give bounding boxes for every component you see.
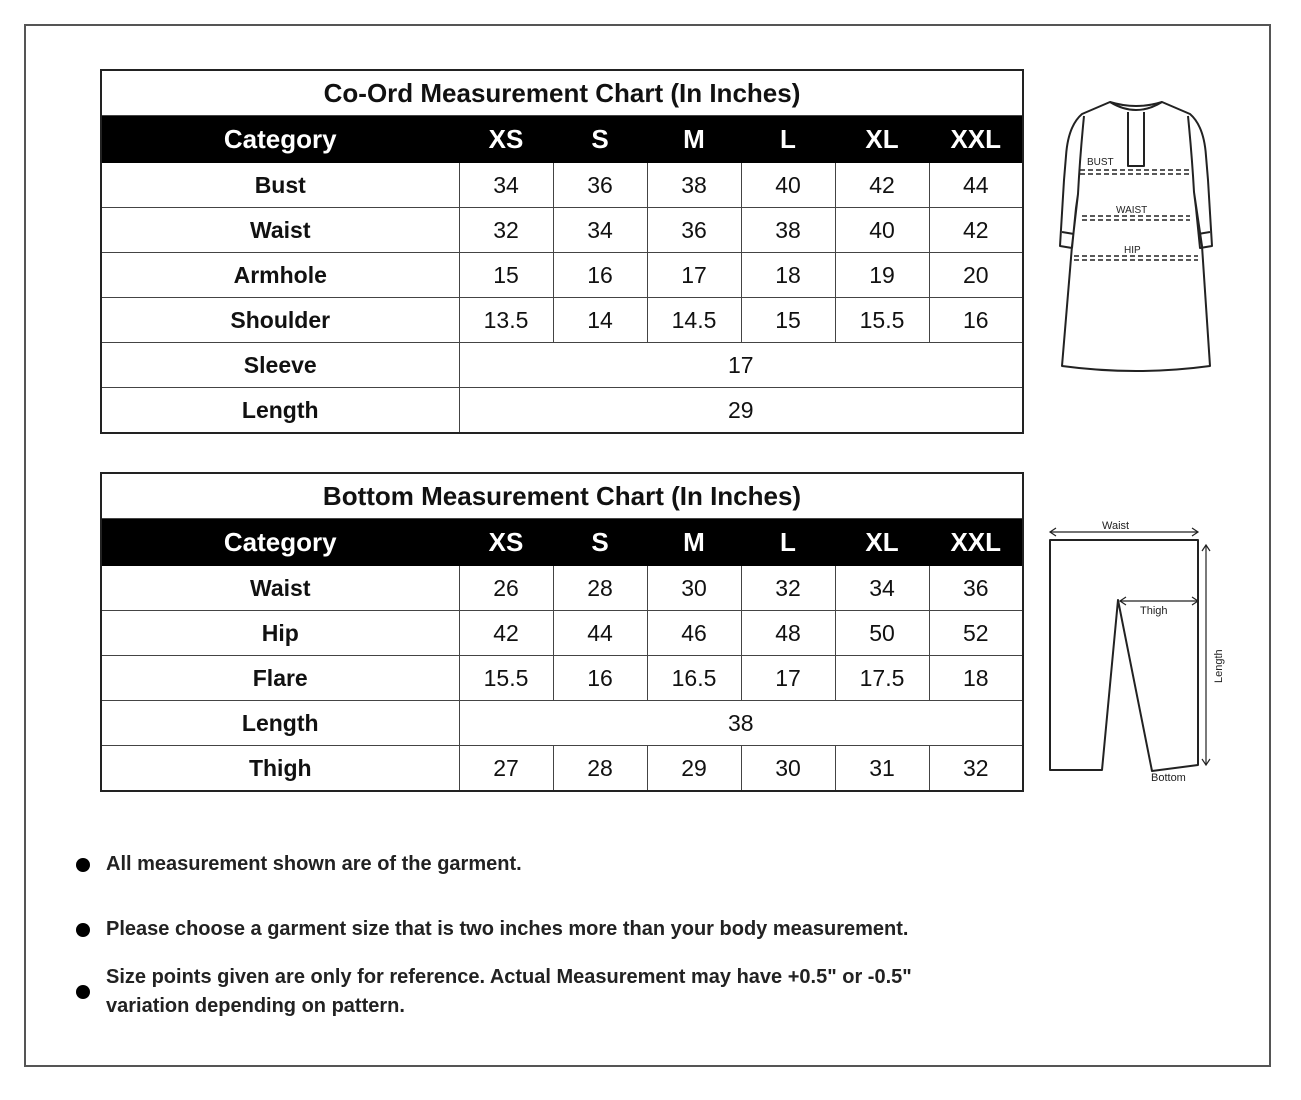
cell-value: 46 [647,611,741,656]
cell-value: 36 [929,566,1023,611]
bottom-table-title: Bottom Measurement Chart (In Inches) [101,473,1023,519]
cell-value: 28 [553,566,647,611]
table-row [101,701,1023,746]
row-label: Length [101,388,459,434]
header-size-l: L [741,116,835,163]
note-item [76,915,908,944]
cell-value: 48 [741,611,835,656]
kurta-diagram [1050,96,1222,378]
table-row [101,746,1023,792]
cell-value: 26 [459,566,553,611]
row-label: Flare [101,656,459,701]
row-label: Waist [101,208,459,253]
cell-value: 28 [553,746,647,792]
cell-value: 36 [647,208,741,253]
table-row [101,388,1023,434]
row-label: Thigh [101,746,459,792]
cell-value: 32 [459,208,553,253]
coord-measurement-table [100,69,1024,434]
header-size-s: S [553,519,647,566]
table-row [101,163,1023,208]
cell-value: 17 [741,656,835,701]
table-row [101,656,1023,701]
bullet-icon [76,985,90,999]
cell-value-merged: 29 [459,388,1023,434]
cell-value: 34 [835,566,929,611]
kurta-hip-label: HIP [1124,245,1141,256]
cell-value: 32 [741,566,835,611]
cell-value-merged: 17 [459,343,1023,388]
cell-value: 19 [835,253,929,298]
cell-value: 38 [647,163,741,208]
cell-value: 30 [741,746,835,792]
cell-value: 16 [553,656,647,701]
cell-value: 34 [459,163,553,208]
pants-waist-label: Waist [1102,520,1130,532]
row-label: Length [101,701,459,746]
row-label: Sleeve [101,343,459,388]
header-size-s: S [553,116,647,163]
cell-value: 17 [647,253,741,298]
row-label: Armhole [101,253,459,298]
kurta-waist-label: WAIST [1116,205,1148,216]
cell-value: 44 [929,163,1023,208]
cell-value: 36 [553,163,647,208]
bullet-icon [76,923,90,937]
header-size-l: L [741,519,835,566]
bullet-icon [76,858,90,872]
row-label: Shoulder [101,298,459,343]
table-row [101,253,1023,298]
cell-value: 16 [929,298,1023,343]
cell-value: 18 [741,253,835,298]
cell-value: 44 [553,611,647,656]
cell-value-merged: 38 [459,701,1023,746]
header-size-xl: XL [835,519,929,566]
cell-value: 31 [835,746,929,792]
cell-value: 15.5 [459,656,553,701]
header-category: Category [101,116,459,163]
note-item [76,850,522,879]
note-text: Please choose a garment size that is two inches more than your body measurement. [106,918,909,940]
cell-value: 32 [929,746,1023,792]
cell-value: 14.5 [647,298,741,343]
table-row [101,343,1023,388]
cell-value: 18 [929,656,1023,701]
cell-value: 20 [929,253,1023,298]
cell-value: 29 [647,746,741,792]
header-size-xxl: XXL [929,519,1023,566]
pants-bottom-label: Bottom [1151,772,1186,784]
pants-length-label: Length [1213,649,1225,683]
cell-value: 15 [741,298,835,343]
table-row [101,611,1023,656]
cell-value: 13.5 [459,298,553,343]
coord-table-title: Co-Ord Measurement Chart (In Inches) [101,70,1023,116]
header-size-xs: XS [459,519,553,566]
table-row [101,566,1023,611]
cell-value: 38 [741,208,835,253]
header-size-xl: XL [835,116,929,163]
cell-value: 17.5 [835,656,929,701]
note-text-line: Size points given are only for reference. Actual Measurement may have +0.5" or -0.5" [106,966,912,988]
cell-value: 42 [835,163,929,208]
note-text-line: variation depending on pattern. [106,995,405,1017]
header-size-xs: XS [459,116,553,163]
header-category: Category [101,519,459,566]
cell-value: 15.5 [835,298,929,343]
bottom-measurement-table [100,472,1024,792]
cell-value: 14 [553,298,647,343]
header-size-m: M [647,116,741,163]
note-item [76,963,912,1021]
kurta-bust-label: BUST [1087,157,1114,168]
cell-value: 52 [929,611,1023,656]
header-size-m: M [647,519,741,566]
table-row [101,208,1023,253]
cell-value: 42 [459,611,553,656]
cell-value: 16 [553,253,647,298]
pants-outline-icon [1040,515,1240,787]
cell-value: 40 [741,163,835,208]
pants-thigh-label: Thigh [1140,605,1168,617]
cell-value: 16.5 [647,656,741,701]
cell-value: 34 [553,208,647,253]
row-label: Waist [101,566,459,611]
note-text: All measurement shown are of the garment. [106,853,522,875]
note-text-block [106,963,912,1021]
pants-diagram [1040,515,1240,787]
kurta-outline-icon [1050,96,1222,378]
header-size-xxl: XXL [929,116,1023,163]
row-label: Bust [101,163,459,208]
row-label: Hip [101,611,459,656]
cell-value: 27 [459,746,553,792]
cell-value: 42 [929,208,1023,253]
cell-value: 15 [459,253,553,298]
cell-value: 40 [835,208,929,253]
cell-value: 50 [835,611,929,656]
cell-value: 30 [647,566,741,611]
table-row [101,298,1023,343]
